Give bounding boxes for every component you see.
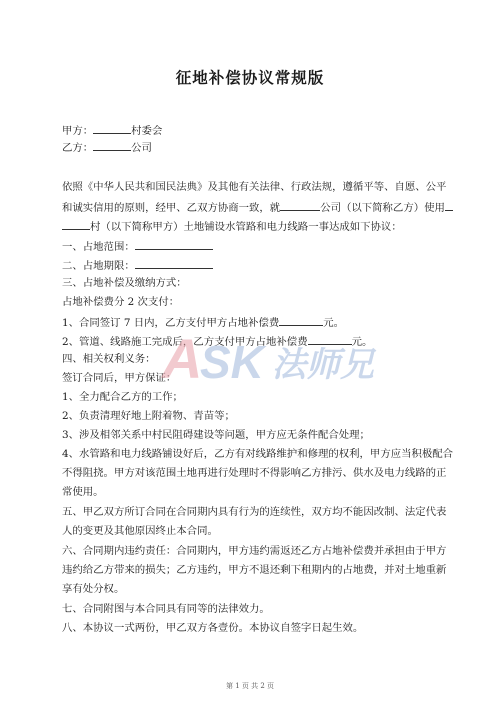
section-1-label: 一、占地范围：: [62, 241, 135, 253]
section-6-line-2: 违约给乙方带来的损失；乙方违约，甲方不退还剩下租期内的占地费，并对土地重新: [62, 564, 447, 576]
guarantee-4-line-3: 常使用。: [62, 486, 104, 498]
payment-1-unit: 元。: [323, 317, 345, 329]
guarantee-4-line-1: 4、水管路和电力线路铺设好后，乙方有对线路维护和修理的权利，甲方应当积极配合: [62, 448, 454, 460]
intro-line-3: [62, 218, 402, 234]
guarantee-3: 3、涉及相邻关系中村民阻碍建设等问题，甲方应无条件配合处理；: [62, 429, 370, 441]
watermark-chinese: 法师兄: [272, 346, 374, 384]
section-1: [62, 238, 213, 254]
page-footer: 第 1 页 共 2 页: [225, 682, 275, 690]
guarantee-4-line-2: 不得阻挠。甲方对该范围土地再进行处理时不得影响乙方排污、供水及电力线路的正: [62, 467, 447, 479]
section-6-line-1: 六、合同期内违约责任：合同期内，甲方违约需返还乙方占地补偿费并承担由于甲方: [62, 545, 447, 557]
section-2: [62, 257, 213, 273]
intro-line-1: 依照《中华人民共和国民法典》及其他有关法律、行政法规，遵循平等、自愿、公平: [62, 181, 447, 193]
payment-2: [62, 333, 372, 349]
party-b-label: 乙方：: [62, 142, 94, 154]
company-blank: [280, 199, 320, 211]
document-title: 征地补偿协议常规版: [175, 69, 325, 87]
payment-1-blank: [279, 314, 323, 326]
watermark-logo: [160, 318, 380, 398]
party-a-suffix: 村委会: [131, 125, 163, 137]
payment-2-text: 2、管道、线路施工完成后，乙方支付甲方占地补偿费: [62, 336, 308, 348]
party-b-blank: [93, 139, 131, 151]
section-4: 四、相关权利义务：: [62, 353, 156, 365]
payment-note: 占地补偿费分 2 次支付：: [62, 296, 180, 308]
party-b-line: [62, 139, 152, 155]
intro-line-2: [62, 199, 453, 215]
section-5-line-2: 人的变更及其他原因终止本合同。: [62, 525, 218, 537]
section-8: 八、本协议一式两份，甲乙双方各壹份。本协议自签字日起生效。: [62, 622, 364, 634]
section-7: 七、合同附图与本合同具有同等的法律效力。: [62, 603, 270, 615]
intro-line-3-text: 村（以下简称甲方）土地铺设水管路和电力线路一事达成如下协议：: [90, 221, 402, 233]
payment-1: [62, 314, 344, 330]
party-a-line: [62, 122, 162, 138]
party-b-suffix: 公司: [131, 142, 152, 154]
guarantee-1: 1、全力配合乙方的工作；: [62, 391, 183, 403]
guarantee-2: 2、负责清理好地上附着物、青苗等；: [62, 410, 235, 422]
payment-2-blank: [308, 333, 352, 345]
payment-2-unit: 元。: [351, 336, 373, 348]
range-blank: [135, 238, 213, 250]
party-a-blank: [93, 122, 131, 134]
party-a-label: 甲方：: [62, 125, 94, 137]
term-blank: [135, 257, 213, 269]
guarantee-intro: 签订合同后，甲方保证：: [62, 372, 177, 384]
payment-1-text: 1、合同签订 7 日内，乙方支付甲方占地补偿费: [62, 317, 280, 329]
watermark-letters-sk: SK: [200, 336, 264, 388]
section-3: 三、占地补偿及缴纳方式：: [62, 277, 187, 289]
trailing-blank: [445, 199, 453, 211]
section-6-line-3: 享有处分权。: [62, 583, 125, 595]
intro-line-2a: 和诚实信用的原则，经甲、乙双方协商一致，就: [62, 202, 281, 214]
intro-line-2b: 公司（以下简称乙方）使用: [320, 202, 445, 214]
section-2-label: 二、占地期限：: [62, 260, 135, 272]
village-blank: [62, 218, 90, 230]
watermark-letter-a: A: [162, 327, 203, 390]
section-5-line-1: 五、甲乙双方所订合同在合同期内具有行为的连续性，双方均不能因改制、法定代表: [62, 506, 447, 518]
